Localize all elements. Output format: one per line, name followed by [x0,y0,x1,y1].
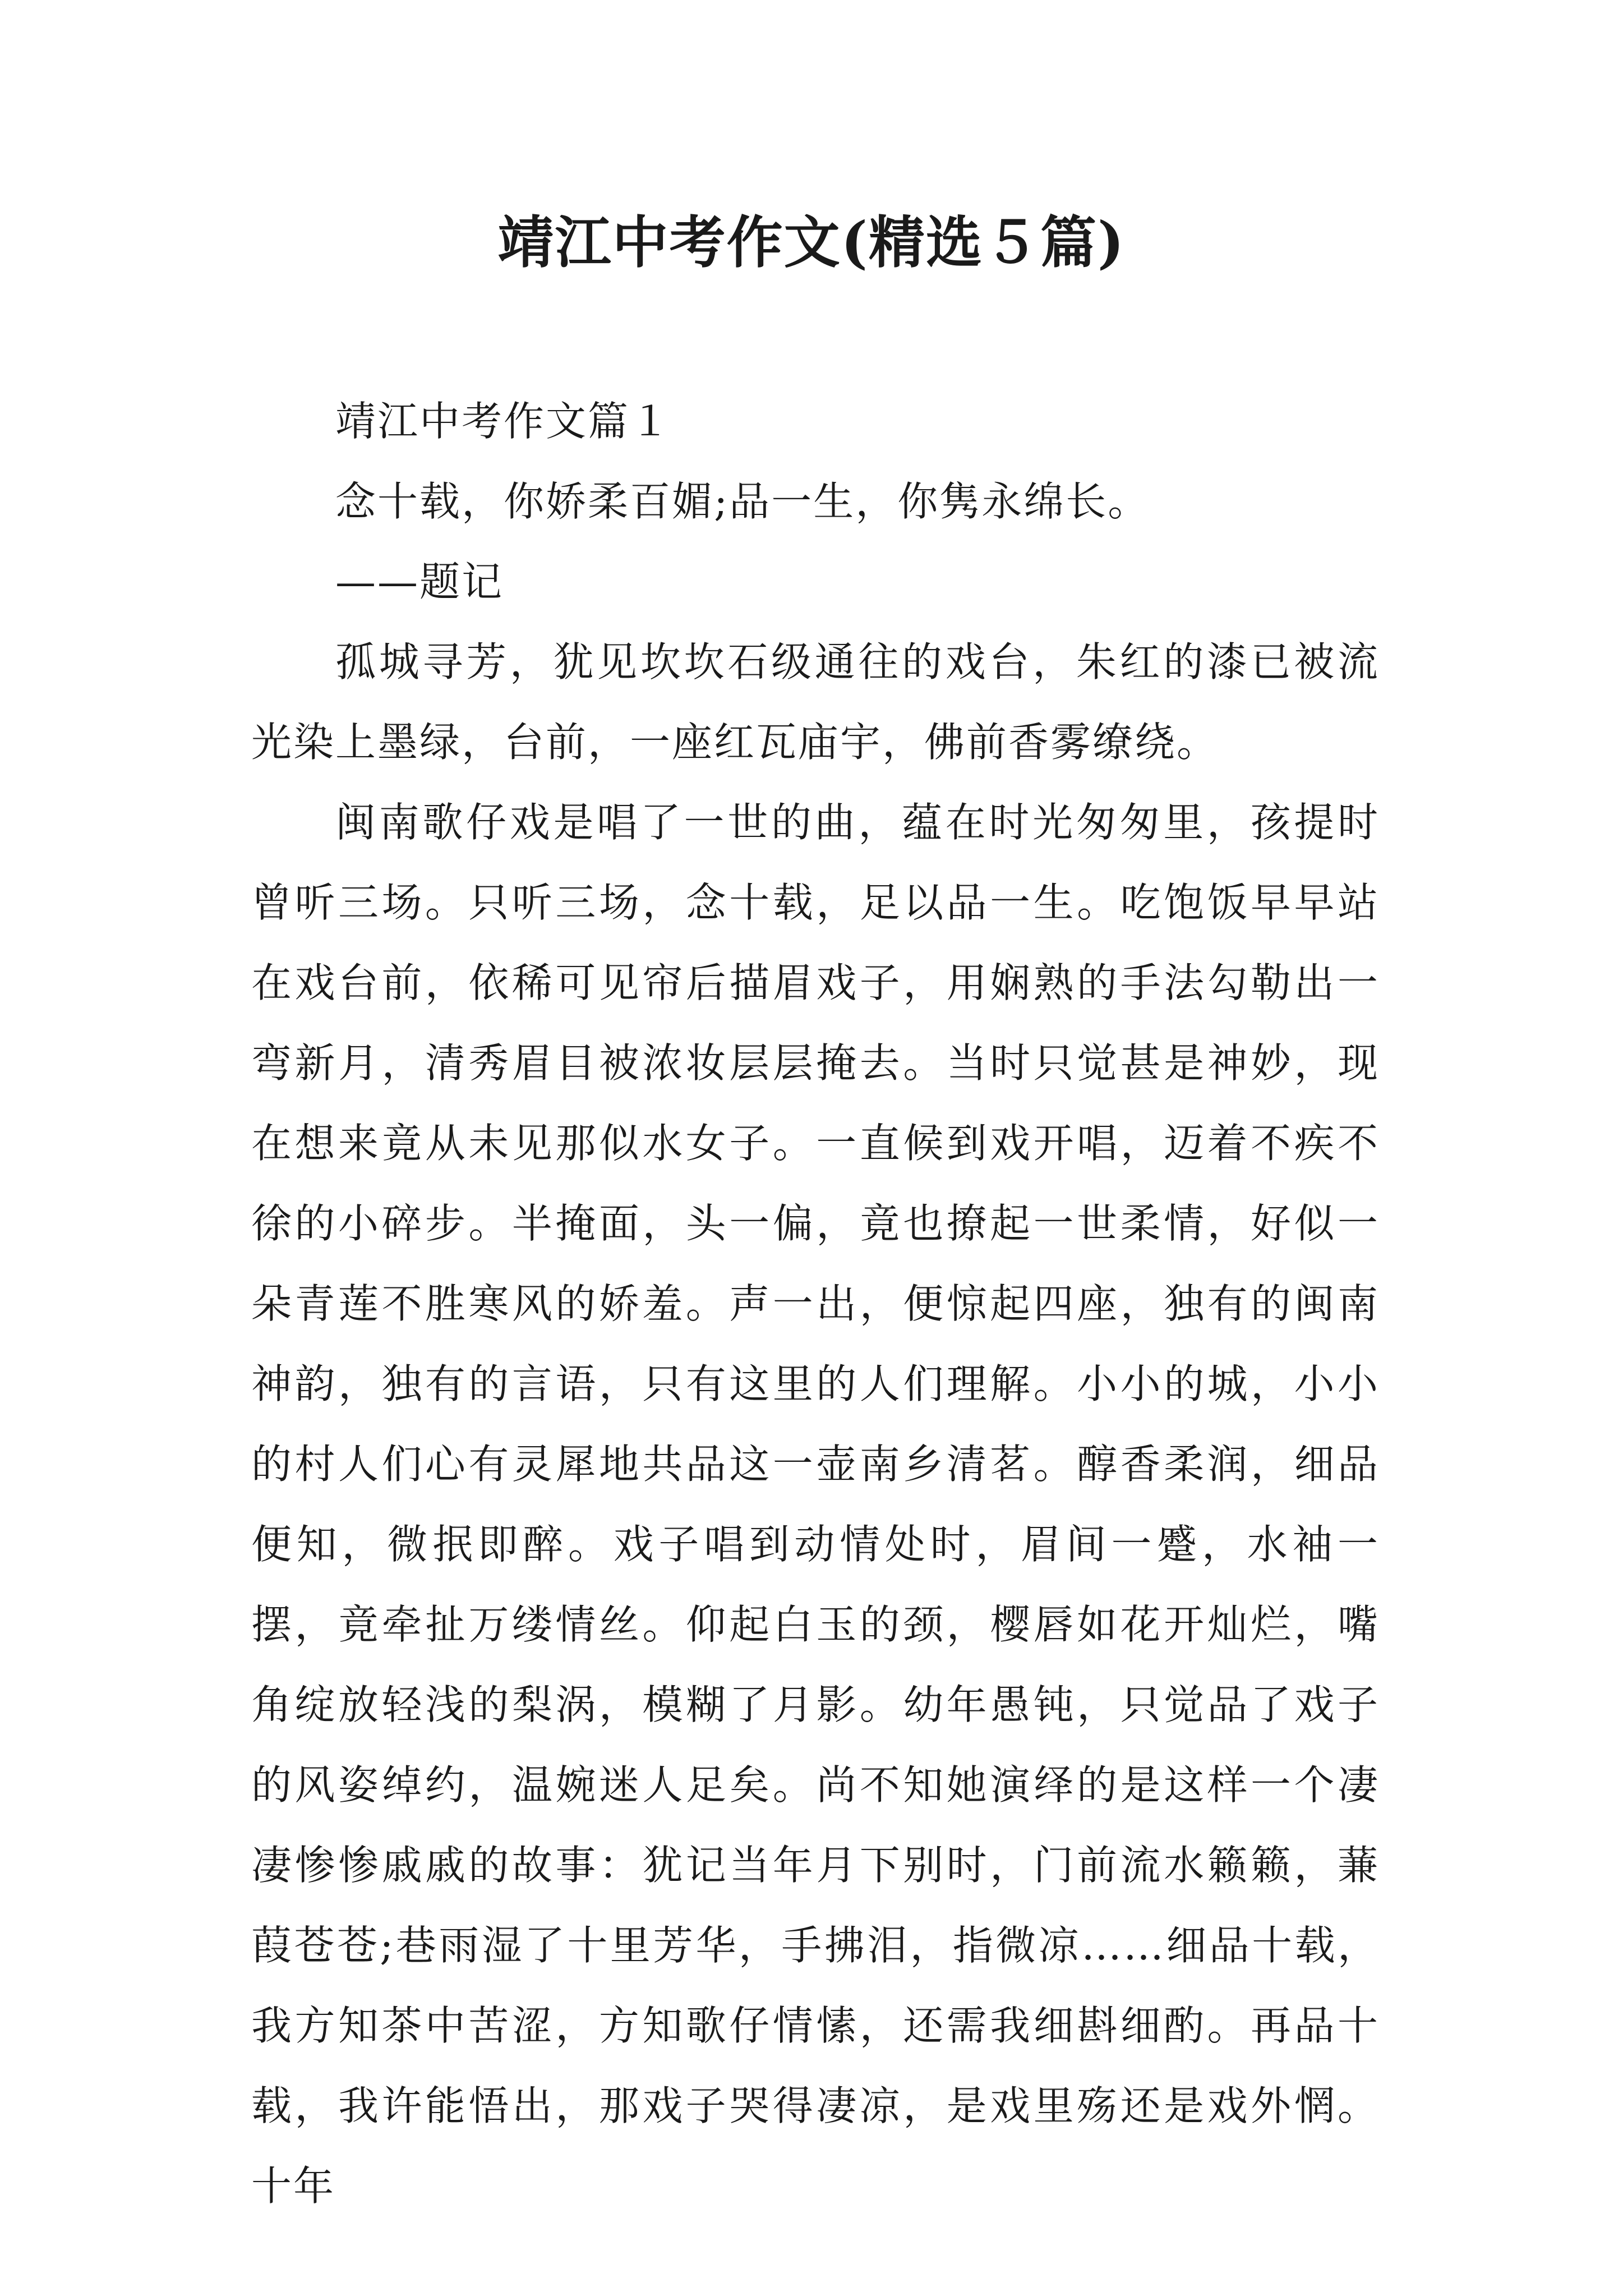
epigraph-attribution: ——题记 [335,558,504,605]
section-heading: 靖江中考作文篇１ [335,398,672,445]
body-paragraph: 闽南歌仔戏是唱了一世的曲，蕴在时光匆匆里，孩提时曾听三场。只听三场，念十载，足以品一生。吃饱饭早早站在戏台前，依稀可见帘后描眉戏子，用娴熟的手法勾勒出一弯新月，清秀眉目被浓妆层层掩去。当时只觉甚是神妙，现在想来竟从未见那似水女子。一直候到戏开唱，迈着不疾不徐的小碎步。半掩面，头一偏，竟也撩起一世柔情，好似一朵青莲不胜寒风的娇羞。声一出，便惊起四座，独有的闽南神韵，独有的言语，只有这里的人们理解。小小的城，小小的村人们心有灵犀地共品这一壶南乡清茗。醇香柔润，细品便知，微抿即醉。戏子唱到动情处时，眉间一蹙，水袖一摆，竟牵扯万缕情丝。仰起白玉的颈，樱唇如花开灿烂，嘴角绽放轻浅的梨涡，模糊了月影。幼年愚钝，只觉品了戏子的风姿绰约，温婉迷人足矣。尚不知她演绎的是这样一个凄凄惨惨戚戚的故事：犹记当年月下别时，门前流水籁籁，蒹葭苍苍;巷雨湿了十里芳华，手拂泪，指微凉……细品十载，我方知茶中苦涩，方知歌仔情愫，还需我细斟细酌。再品十载，我许能悟出，那戏子哭得凄凉，是戏里殇还是戏外惘。十年 [251,799,1380,2210]
document-body [251,381,1380,2226]
document-title: 靖江中考作文(精选５篇) [497,209,1126,275]
epigraph: 念十载，你娇柔百媚;品一生，你隽永绵长。 [335,478,1150,525]
body-paragraph: 孤城寻芳，犹见坎坎石级通往的戏台，朱红的漆已被流光染上墨绿，台前，一座红瓦庙宇，佛前香雾缭绕。 [251,638,1380,766]
